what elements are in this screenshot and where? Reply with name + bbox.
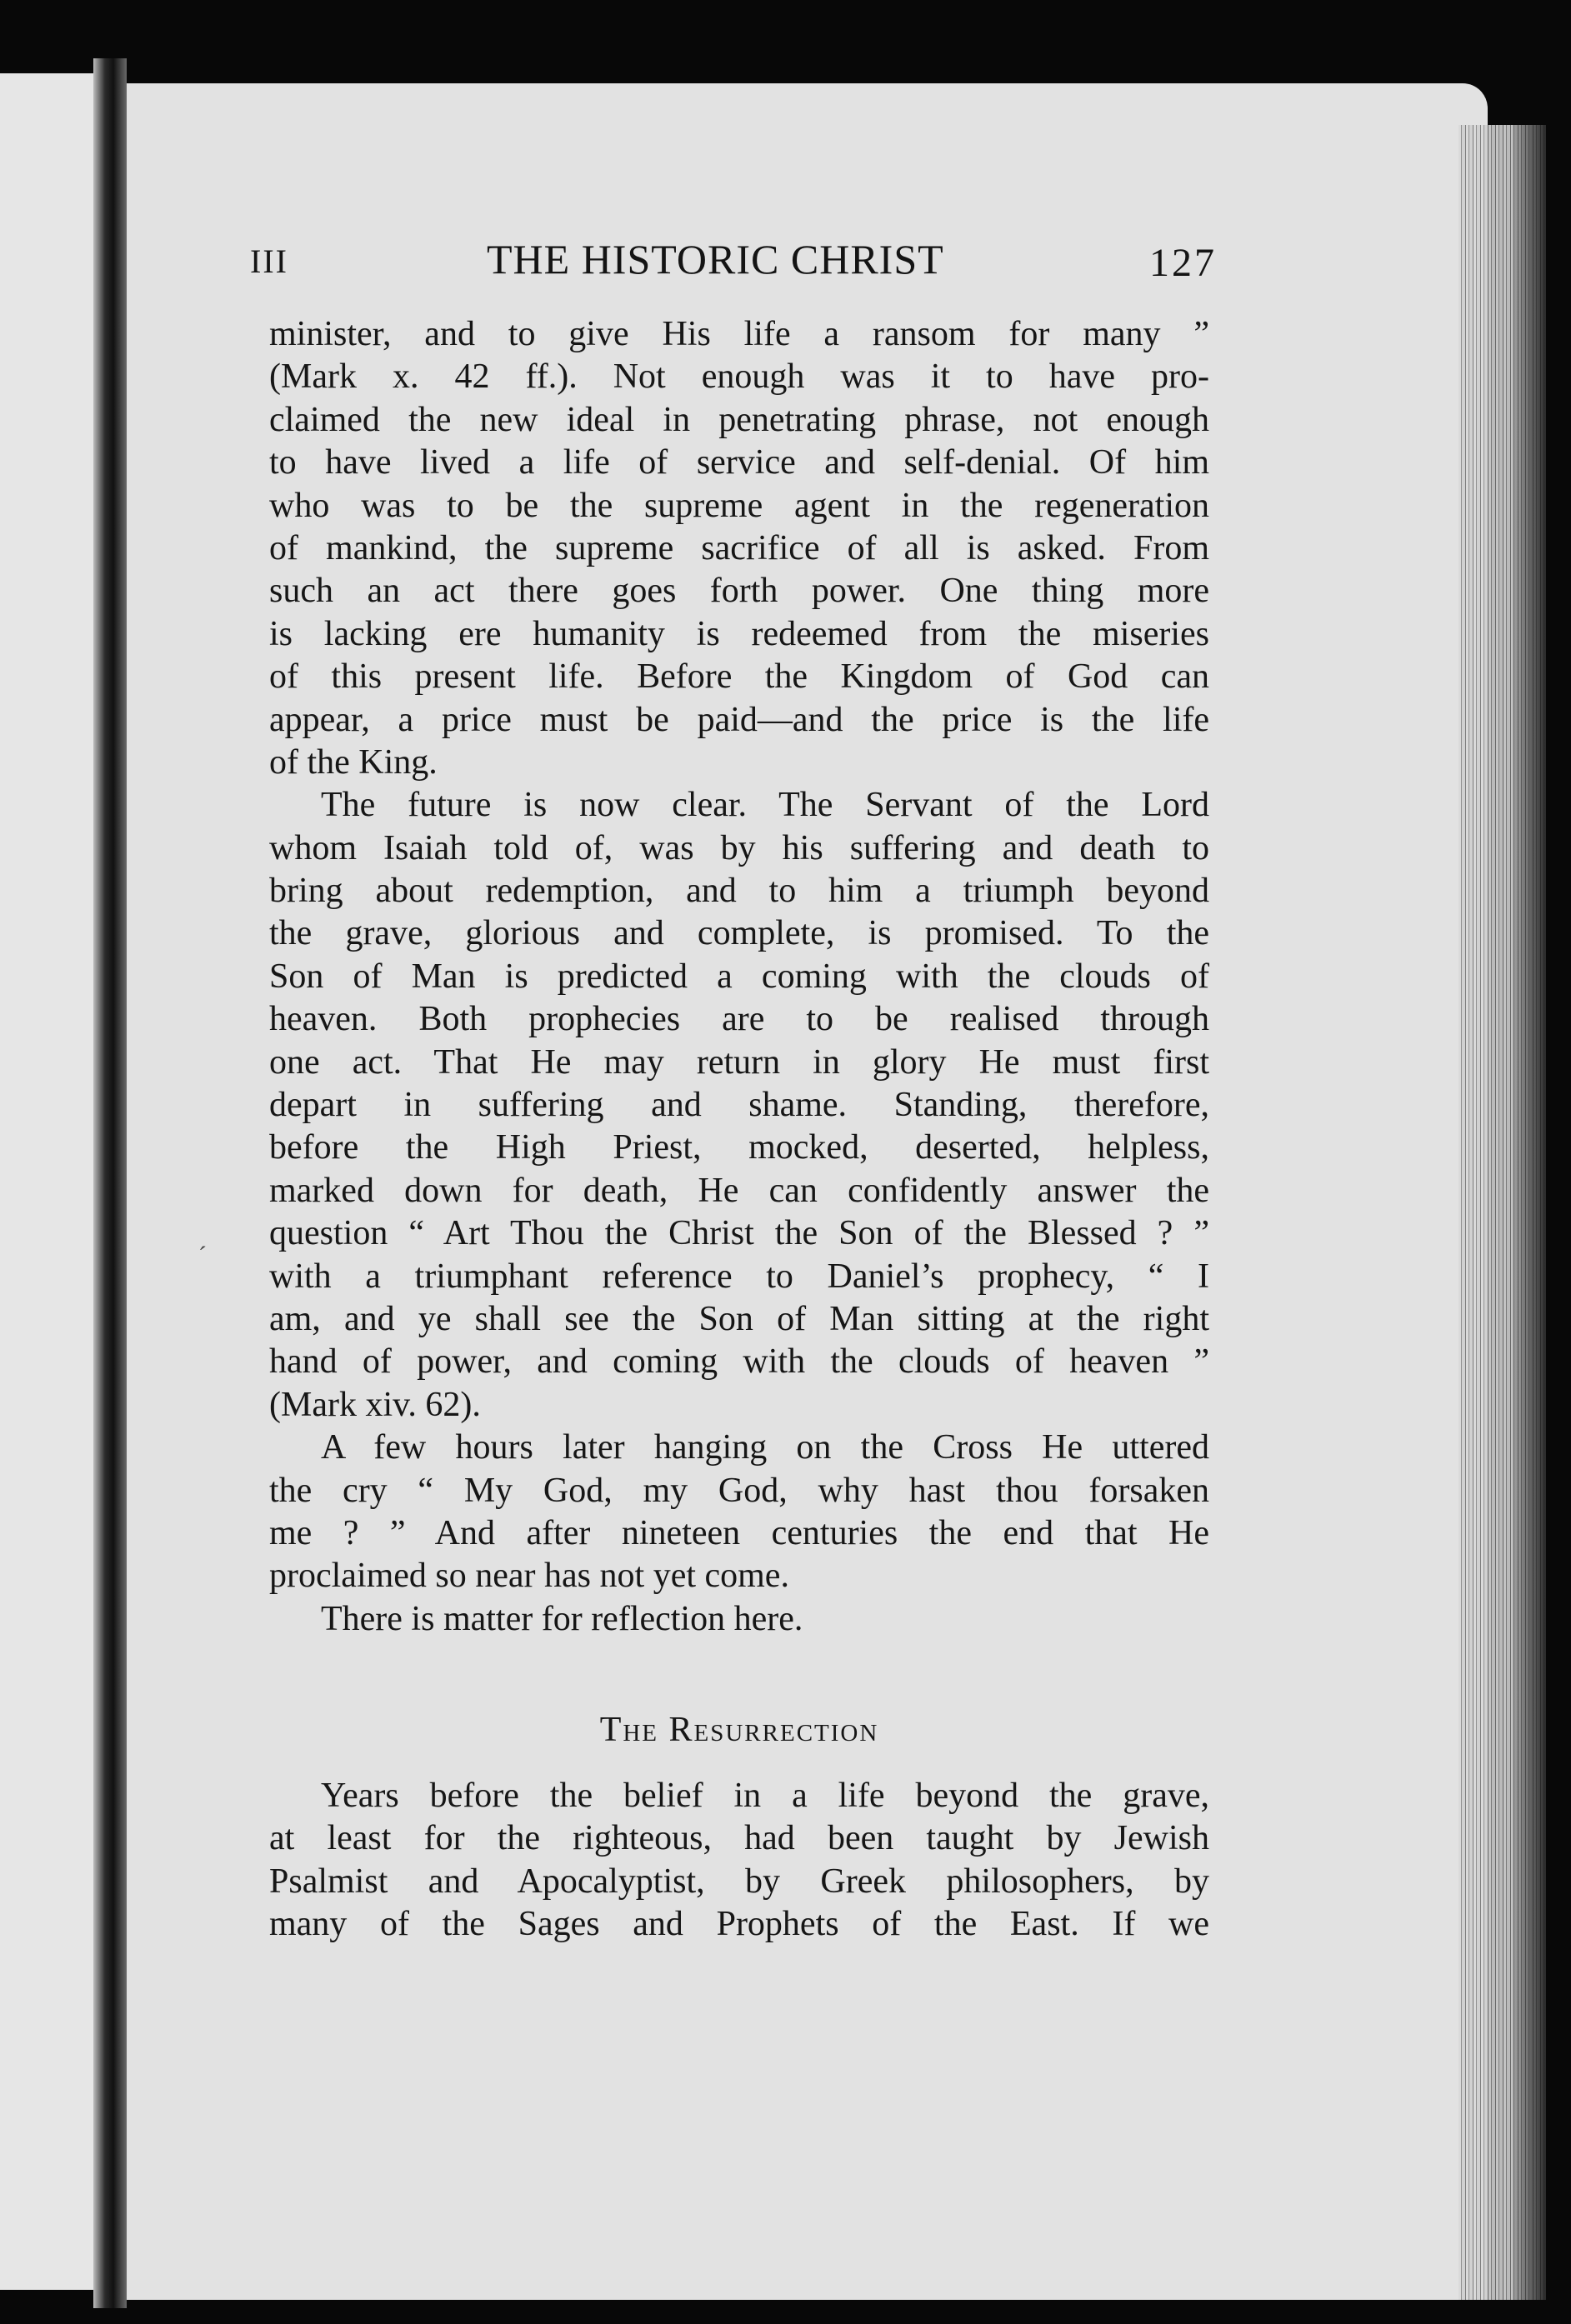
text-line: one act. That He may return in glory He must first (269, 1042, 1209, 1082)
text-line: of this present life. Before the Kingdom of God can (269, 657, 1209, 697)
text-line: depart in suffering and shame. Standing, therefore, (269, 1086, 1209, 1125)
text-line: with a triumphant reference to Daniel’s prophecy, “ I (269, 1257, 1209, 1296)
text-line: me ? ” And after nineteen centuries the end that He (269, 1513, 1209, 1552)
text-line: hand of power, and coming with the clouds of heaven ” (269, 1342, 1209, 1382)
text-line: The future is now clear. The Servant of the Lord (321, 786, 1209, 825)
body-text (269, 313, 1209, 1641)
paragraph (269, 1427, 1209, 1598)
text-line: who was to be the supreme agent in the regeneration (269, 486, 1209, 525)
running-header (250, 235, 1217, 285)
text-line: to have lived a life of service and self-denial. Of him (269, 443, 1209, 482)
running-title: THE HISTORIC CHRIST (487, 236, 944, 282)
page-number: 127 (1149, 241, 1217, 285)
text-line: marked down for death, He can confidently answer the (269, 1171, 1209, 1210)
text-line: proclaimed so near has not yet come. (269, 1557, 789, 1596)
text-line: the cry “ My God, my God, why hast thou forsaken (269, 1471, 1209, 1510)
paragraph (269, 1775, 1209, 1947)
text-line: Son of Man is predicted a coming with the clouds of (269, 957, 1209, 996)
body-text-continued (269, 1775, 1209, 1947)
text-line: question “ Art Thou the Christ the Son of the Blessed ? ” (269, 1214, 1209, 1253)
text-line: Psalmist and Apocalyptist, by Greek philosophers, by (269, 1862, 1209, 1901)
margin-mark: ˊ (198, 1242, 207, 1269)
paragraph (269, 784, 1209, 1427)
text-line: the grave, glorious and complete, is promised. To the (269, 914, 1209, 953)
text-line: many of the Sages and Prophets of the East. If we (269, 1905, 1209, 1944)
section-heading-text: The Resurrection (599, 1711, 879, 1749)
text-line: There is matter for reflection here. (321, 1599, 803, 1638)
text-line: bring about redemption, and to him a triumph beyond (269, 872, 1209, 911)
section-heading (269, 1710, 1209, 1750)
text-line: minister, and to give His life a ransom for many ” (269, 315, 1209, 353)
text-line: heaven. Both prophecies are to be realised through (269, 1000, 1209, 1039)
text-line: appear, a price must be paid—and the price is the life (269, 700, 1209, 739)
paragraph (269, 1598, 1209, 1641)
text-line: of the King. (269, 742, 438, 782)
text-line: Years before the belief in a life beyond the grave, (321, 1777, 1209, 1815)
text-line: at least for the righteous, had been taught by Jewish (269, 1819, 1209, 1858)
text-line: claimed the new ideal in penetrating phrase, not enough (269, 400, 1209, 439)
text-line: (Mark xiv. 62). (269, 1385, 481, 1424)
text-line: before the High Priest, mocked, deserted, helpless, (269, 1128, 1209, 1167)
text-line: of mankind, the supreme sacrifice of all is asked. From (269, 528, 1209, 567)
gutter-shadow (93, 58, 127, 2308)
text-line: (Mark x. 42 ff.). Not enough was it to have pro- (269, 357, 1209, 397)
text-line: A few hours later hanging on the Cross He uttered (321, 1428, 1209, 1467)
text-line: such an act there goes forth power. One thing more (269, 572, 1209, 611)
text-line: whom Isaiah told of, was by his suffering and death to (269, 828, 1209, 867)
text-line: am, and ye shall see the Son of Man sitting at the right (269, 1299, 1209, 1338)
text-line: is lacking ere humanity is redeemed from the miseries (269, 614, 1209, 653)
page-fore-edge-shadow (1513, 125, 1546, 2300)
paragraph (269, 313, 1209, 784)
chapter-number: III (250, 242, 288, 280)
